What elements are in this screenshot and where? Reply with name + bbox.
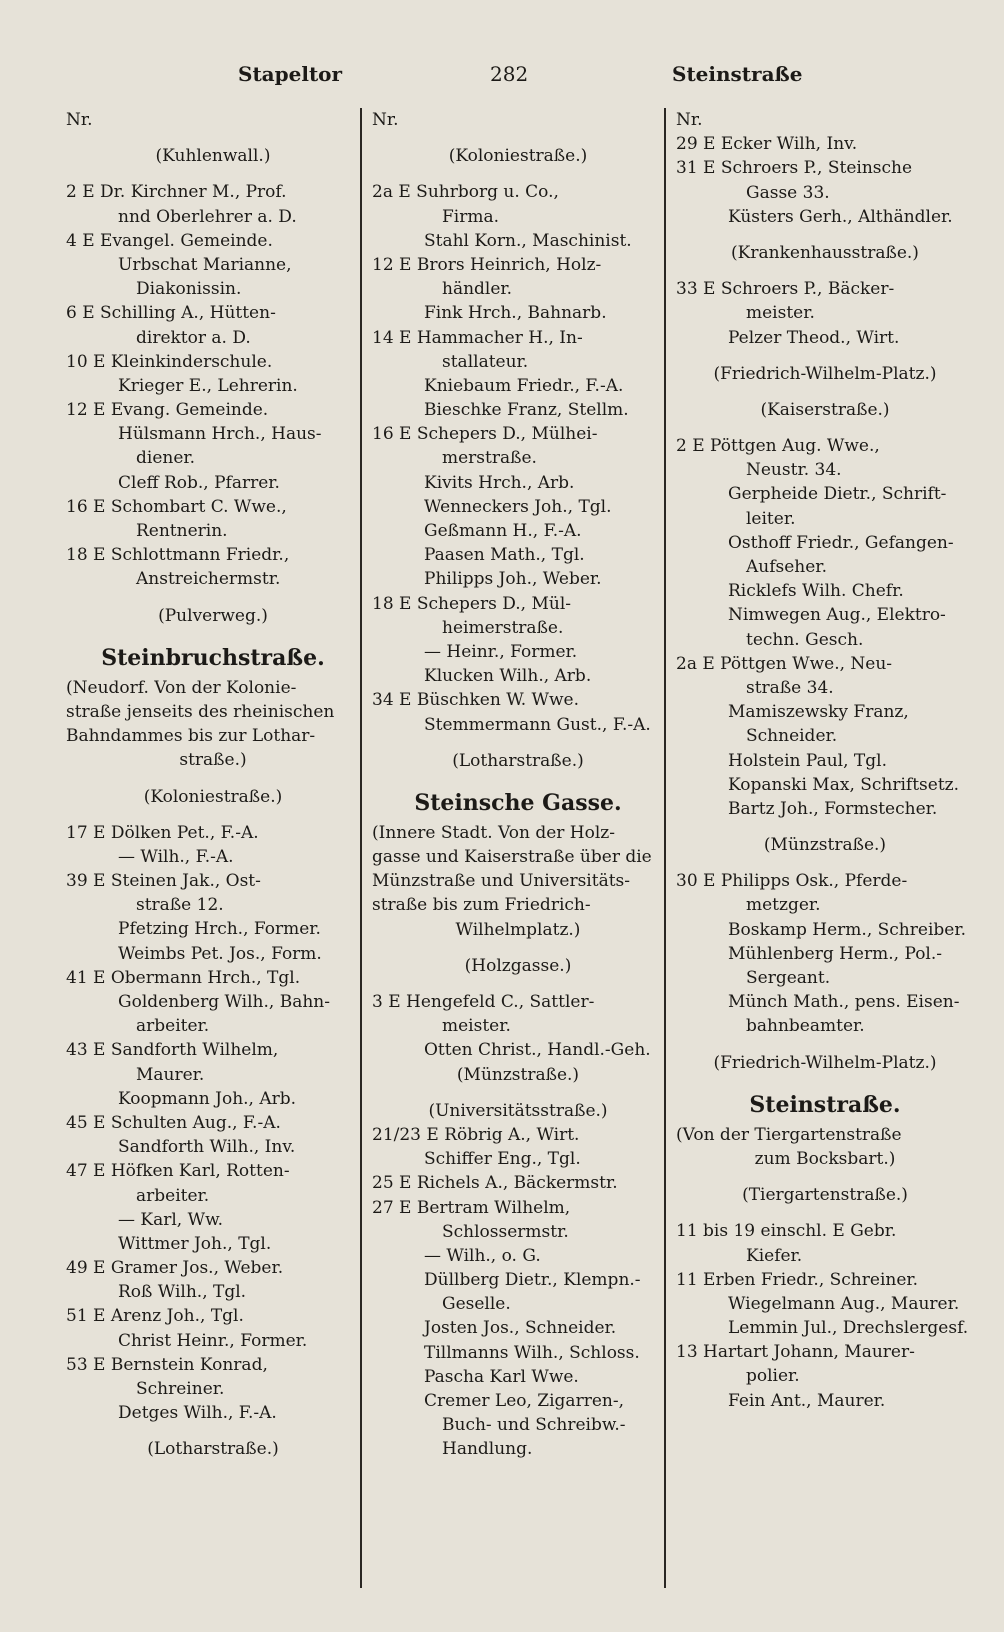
entry-line: Düllberg Dietr., Klempn.- <box>424 1270 641 1291</box>
entry-line: Wittmer Joh., Tgl. <box>118 1233 272 1254</box>
entry-line: heimerstraße. <box>442 617 564 638</box>
entry-line: polier. <box>746 1366 800 1387</box>
street-description: straße jenseits des rheinischen <box>66 701 335 722</box>
entry-line: Tillmanns Wilh., Schloss. <box>424 1342 640 1363</box>
entry-line: Fein Ant., Maurer. <box>728 1390 886 1411</box>
entry-line: 31 E Schroers P., Steinsche <box>676 158 913 179</box>
entry-line: 12 E Brors Heinrich, Holz- <box>372 254 602 275</box>
entry-line: Nimwegen Aug., Elektro- <box>728 605 946 626</box>
entry-line: Maurer. <box>136 1064 205 1085</box>
entry-line: 18 E Schepers D., Mül- <box>372 593 571 614</box>
cross-street: (Tiergartenstraße.) <box>742 1185 908 1206</box>
street-description: Münzstraße und Universitäts- <box>372 871 631 892</box>
entry-line: 27 E Bertram Wilhelm, <box>372 1197 571 1218</box>
cross-street: (Münzstraße.) <box>456 1064 580 1085</box>
entry-line: Neustr. 34. <box>746 460 842 481</box>
entry-line: 11 Erben Friedr., Schreiner. <box>676 1269 919 1290</box>
entry-line: Lemmin Jul., Drechslergesf. <box>728 1318 969 1339</box>
entry-line: Geßmann H., F.-A. <box>424 521 582 541</box>
entry-line: 16 E Schombart C. Wwe., <box>66 496 287 517</box>
entry-line: Geselle. <box>442 1294 511 1315</box>
entry-line: Kivits Hrch., Arb. <box>424 472 575 493</box>
entry-line: 25 E Richels A., Bäckermstr. <box>372 1173 618 1194</box>
entry-line: — Wilh., o. G. <box>424 1245 541 1266</box>
entry-line: Sergeant. <box>746 968 831 988</box>
entry-line: bahnbeamter. <box>746 1016 865 1037</box>
entry-line: Urbschat Marianne, <box>118 254 292 275</box>
entry-line: Hülsmann Hrch., Haus- <box>118 424 322 445</box>
entry-line: 16 E Schepers D., Mülhei- <box>372 424 598 445</box>
entry-line: Münch Math., pens. Eisen- <box>728 992 960 1013</box>
entry-line: straße 34. <box>746 677 834 698</box>
entry-line: Paasen Math., Tgl. <box>424 545 585 566</box>
street-description: straße.) <box>179 750 247 771</box>
entry-line: 2 E Dr. Kirchner M., Prof. <box>66 182 287 203</box>
entry-line: 18 E Schlottmann Friedr., <box>66 545 290 566</box>
cross-street: (Kuhlenwall.) <box>155 146 271 167</box>
entry-line: 10 E Kleinkinderschule. <box>66 351 273 372</box>
street-heading: Steinsche Gasse. <box>414 789 622 816</box>
entry-line: 2 E Pöttgen Aug. Wwe., <box>676 436 880 457</box>
entry-line: 51 E Arenz Joh., Tgl. <box>66 1306 244 1327</box>
entry-line: Schiffer Eng., Tgl. <box>424 1149 581 1170</box>
cross-street: (Münzstraße.) <box>763 835 887 856</box>
cross-street: (Lotharstraße.) <box>452 750 584 771</box>
entry-line: Koopmann Joh., Arb. <box>118 1088 297 1109</box>
nr-label: Nr. <box>372 110 399 130</box>
entry-line: Boskamp Herm., Schreiber. <box>728 919 966 940</box>
street-description: (Innere Stadt. Von der Holz- <box>372 822 616 843</box>
entry-line: direktor a. D. <box>136 327 251 348</box>
entry-line: händler. <box>442 279 513 300</box>
street-description: Wilhelmplatz.) <box>455 919 581 940</box>
entry-line: Kopanski Max, Schriftsetz. <box>728 774 960 795</box>
entry-line: Klucken Wilh., Arb. <box>424 666 592 687</box>
entry-line: Schreiner. <box>136 1379 225 1399</box>
entry-line: straße 12. <box>136 895 224 916</box>
entry-line: — Wilh., F.-A. <box>118 846 234 867</box>
column-divider <box>360 108 362 1588</box>
cross-street: (Lotharstraße.) <box>147 1439 279 1460</box>
entry-line: arbeiter. <box>136 1185 210 1206</box>
entry-line: Pelzer Theod., Wirt. <box>728 327 900 348</box>
entry-line: — Karl, Ww. <box>118 1209 224 1230</box>
entry-line: Otten Christ., Handl.-Geh. <box>424 1040 651 1061</box>
street-description: Bahndammes bis zur Lothar- <box>66 726 316 747</box>
street-heading: Steinbruchstraße. <box>101 644 325 671</box>
entry-line: 4 E Evangel. Gemeinde. <box>66 230 273 251</box>
entry-line: Küsters Gerh., Althändler. <box>728 206 953 227</box>
cross-street: (Krankenhausstraße.) <box>731 242 919 263</box>
entry-line: diener. <box>136 448 196 469</box>
entry-line: Holstein Paul, Tgl. <box>728 750 887 771</box>
page-header <box>0 62 1004 92</box>
entry-line: 41 E Obermann Hrch., Tgl. <box>66 967 301 988</box>
entry-line: Cremer Leo, Zigarren-, <box>424 1391 624 1411</box>
entry-line: meister. <box>442 1016 511 1037</box>
entry-line: Wiegelmann Aug., Maurer. <box>728 1293 960 1314</box>
entry-line: stallateur. <box>442 351 529 372</box>
entry-line: Cleff Rob., Pfarrer. <box>118 472 280 493</box>
entry-line: Wenneckers Joh., Tgl. <box>424 496 612 517</box>
column-divider <box>664 108 666 1588</box>
entry-line: Goldenberg Wilh., Bahn- <box>118 992 330 1012</box>
entry-line: 6 E Schilling A., Hütten- <box>66 303 276 324</box>
entry-line: 45 E Schulten Aug., F.-A. <box>66 1112 281 1133</box>
entry-line: Detges Wilh., F.-A. <box>118 1403 277 1424</box>
column-2 <box>372 108 664 1618</box>
entry-line: Sandforth Wilh., Inv. <box>118 1137 296 1158</box>
page-number: 282 <box>490 62 529 86</box>
entry-line: Bartz Joh., Formstecher. <box>728 798 938 819</box>
entry-line: 11 bis 19 einschl. E Gebr. <box>676 1221 897 1242</box>
entry-line: Rentnerin. <box>136 521 228 541</box>
entry-line: Mamiszewsky Franz, <box>728 702 909 723</box>
street-description: gasse und Kaiserstraße über die <box>372 847 652 868</box>
entry-line: Handlung. <box>442 1439 533 1460</box>
entry-line: Josten Jos., Schneider. <box>424 1318 617 1339</box>
entry-line: Krieger E., Lehrerin. <box>118 375 298 396</box>
entry-line: Pfetzing Hrch., Former. <box>118 919 321 940</box>
entry-line: Aufseher. <box>746 557 827 577</box>
entry-line: Mühlenberg Herm., Pol.- <box>728 943 943 964</box>
entry-line: 33 E Schroers P., Bäcker- <box>676 279 895 300</box>
entry-line: Pascha Karl Wwe. <box>424 1366 579 1387</box>
entry-line: Gasse 33. <box>746 182 830 203</box>
entry-line: 47 E Höfken Karl, Rotten- <box>66 1161 290 1182</box>
street-description: zum Bocksbart.) <box>754 1148 896 1169</box>
entry-line: 13 Hartart Johann, Maurer- <box>676 1342 915 1363</box>
entry-line: Ricklefs Wilh. Chefr. <box>728 581 904 602</box>
entry-line: — Heinr., Former. <box>424 641 578 662</box>
entry-line: Buch- und Schreibw.- <box>442 1415 626 1436</box>
entry-line: Anstreichermstr. <box>136 569 281 590</box>
entry-line: Christ Heinr., Former. <box>118 1330 308 1351</box>
entry-line: Firma. <box>442 206 500 227</box>
entry-line: Schneider. <box>746 726 838 747</box>
entry-line: arbeiter. <box>136 1016 210 1037</box>
street-description: straße bis zum Friedrich- <box>372 895 591 916</box>
entry-line: 17 E Dölken Pet., F.-A. <box>66 822 259 843</box>
street-description: (Von der Tiergartenstraße <box>676 1124 902 1145</box>
cross-street: (Friedrich-Wilhelm-Platz.) <box>713 1052 937 1073</box>
cross-street: (Kaiserstraße.) <box>760 399 890 420</box>
entry-line: Kniebaum Friedr., F.-A. <box>424 375 624 396</box>
entry-line: nnd Oberlehrer a. D. <box>118 206 297 227</box>
entry-line: techn. Gesch. <box>746 629 864 650</box>
header-left-street: Stapeltor <box>238 62 343 86</box>
entry-line: 2a E Suhrborg u. Co., <box>372 182 559 203</box>
entry-line: merstraße. <box>442 448 537 469</box>
entry-line: Diakonissin. <box>136 279 242 300</box>
entry-line: Roß Wilh., Tgl. <box>118 1282 247 1303</box>
cross-street: (Koloniestraße.) <box>143 786 283 807</box>
entry-line: 34 E Büschken W. Wwe. <box>372 690 579 711</box>
nr-label: Nr. <box>66 110 93 130</box>
entry-line: Stemmermann Gust., F.-A. <box>424 714 651 735</box>
entry-line: 43 E Sandforth Wilhelm, <box>66 1040 279 1061</box>
entry-line: Kiefer. <box>746 1245 803 1266</box>
entry-line: metzger. <box>746 895 821 916</box>
entry-line: 53 E Bernstein Konrad, <box>66 1354 268 1375</box>
cross-street: (Holzgasse.) <box>464 955 572 976</box>
entry-line: 12 E Evang. Gemeinde. <box>66 400 269 421</box>
entry-line: Gerpheide Dietr., Schrift- <box>728 484 947 505</box>
cross-street: (Universitätsstraße.) <box>428 1100 608 1121</box>
header-right-street: Steinstraße <box>672 62 803 86</box>
cross-street: (Friedrich-Wilhelm-Platz.) <box>713 363 937 384</box>
cross-street: (Pulverweg.) <box>158 605 268 626</box>
entry-line: 2a E Pöttgen Wwe., Neu- <box>676 653 893 674</box>
street-description: (Neudorf. Von der Kolonie- <box>66 677 297 698</box>
entry-line: Osthoff Friedr., Gefangen- <box>728 532 954 553</box>
column-3 <box>676 108 974 1618</box>
entry-line: Bieschke Franz, Stellm. <box>424 400 629 421</box>
entry-line: Fink Hrch., Bahnarb. <box>424 303 607 324</box>
entry-line: 49 E Gramer Jos., Weber. <box>66 1258 284 1279</box>
entry-line: Stahl Korn., Maschinist. <box>424 230 632 251</box>
entry-line: Philipps Joh., Weber. <box>424 569 602 590</box>
column-1 <box>66 108 360 1618</box>
entry-line: 3 E Hengefeld C., Sattler- <box>372 992 595 1012</box>
nr-label: Nr. <box>676 110 703 130</box>
entry-line: leiter. <box>746 508 796 529</box>
entry-line: 14 E Hammacher H., In- <box>372 327 583 348</box>
entry-line: Weimbs Pet. Jos., Form. <box>118 943 322 964</box>
entry-line: Schlossermstr. <box>442 1221 569 1242</box>
entry-line: 39 E Steinen Jak., Ost- <box>66 871 261 892</box>
entry-line: 30 E Philipps Osk., Pferde- <box>676 871 908 892</box>
entry-line: meister. <box>746 303 815 324</box>
entry-line: 21/23 E Röbrig A., Wirt. <box>372 1124 580 1145</box>
entry-line: 29 E Ecker Wilh, Inv. <box>676 134 858 155</box>
cross-street: (Koloniestraße.) <box>448 146 588 167</box>
street-heading: Steinstraße. <box>749 1091 901 1118</box>
